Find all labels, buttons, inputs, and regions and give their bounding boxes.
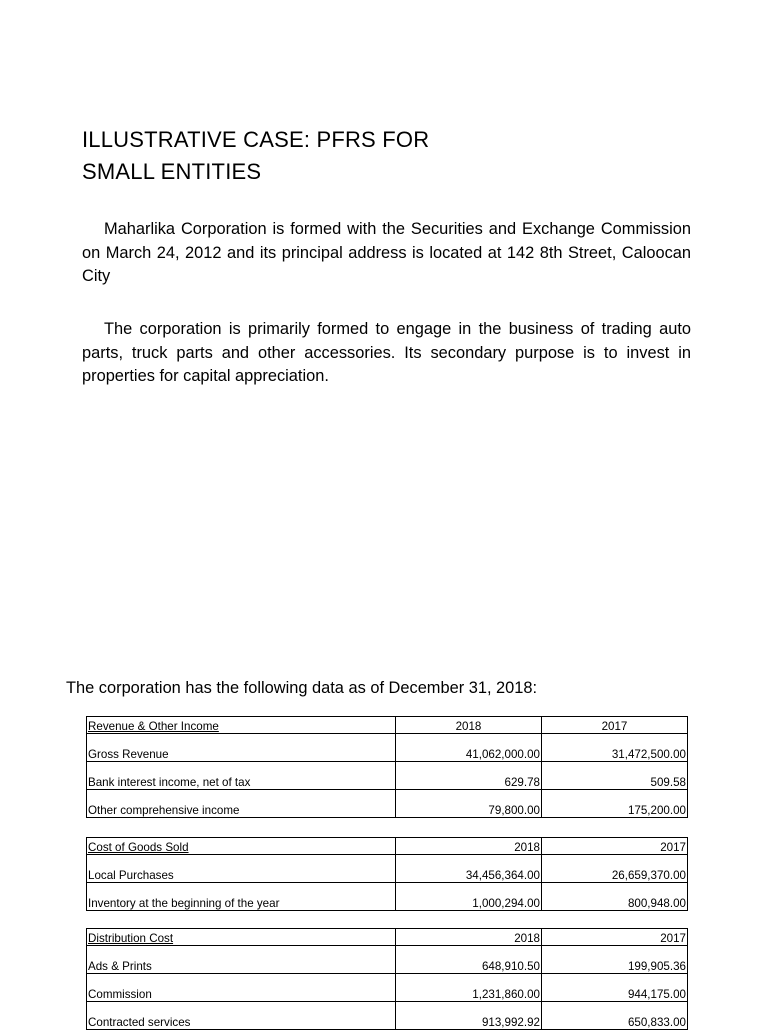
table-row — [87, 790, 688, 818]
value-2017: 26,659,370.00 — [542, 855, 688, 883]
row-label: Bank interest income, net of tax — [87, 762, 396, 790]
year-header: 2017 — [542, 717, 688, 734]
value-2018: 629.78 — [396, 762, 542, 790]
table-header-row — [87, 717, 688, 734]
row-label: Other comprehensive income — [87, 790, 396, 818]
value-2017: 199,905.36 — [542, 946, 688, 974]
value-2018: 913,992.92 — [396, 1002, 542, 1030]
value-2017: 650,833.00 — [542, 1002, 688, 1030]
revenue-table — [86, 716, 688, 818]
row-label: Contracted services — [87, 1002, 396, 1030]
row-label: Local Purchases — [87, 855, 396, 883]
distribution-cost-table — [86, 928, 688, 1030]
row-label: Commission — [87, 974, 396, 1002]
table-row — [87, 762, 688, 790]
value-2017: 175,200.00 — [542, 790, 688, 818]
paragraph-company-formation: Maharlika Corporation is formed with the Securities and Exchange Commission on March 24, 2012 and its principal address is located at 142 8th Street, Caloocan City — [82, 220, 691, 285]
value-2018: 34,456,364.00 — [396, 855, 542, 883]
value-2018: 1,231,860.00 — [396, 974, 542, 1002]
document-title — [82, 124, 429, 188]
title-line-2: SMALL ENTITIES — [82, 159, 262, 184]
paragraph-company-purpose: The corporation is primarily formed to engage in the business of trading auto parts, truck parts and other accessories. Its secondary purpose is to invest in properties for capital appreciation. — [82, 320, 691, 385]
table-row — [87, 734, 688, 762]
year-header: 2017 — [542, 929, 688, 946]
value-2018: 648,910.50 — [396, 946, 542, 974]
row-label: Gross Revenue — [87, 734, 396, 762]
value-2017: 509.58 — [542, 762, 688, 790]
table-header-row — [87, 929, 688, 946]
table-row — [87, 855, 688, 883]
value-2017: 31,472,500.00 — [542, 734, 688, 762]
table-header-row — [87, 838, 688, 855]
section-title: Revenue & Other Income — [87, 717, 396, 734]
value-2018: 41,062,000.00 — [396, 734, 542, 762]
value-2018: 1,000,294.00 — [396, 883, 542, 911]
data-intro-text: The corporation has the following data as of December 31, 2018: — [66, 679, 538, 697]
year-header: 2018 — [396, 717, 542, 734]
value-2018: 79,800.00 — [396, 790, 542, 818]
section-title: Distribution Cost — [87, 929, 396, 946]
title-line-1: ILLUSTRATIVE CASE: PFRS FOR — [82, 127, 430, 152]
value-2017: 944,175.00 — [542, 974, 688, 1002]
section-title: Cost of Goods Sold — [87, 838, 396, 855]
table-row — [87, 946, 688, 974]
cost-of-goods-sold-table — [86, 837, 688, 911]
row-label: Inventory at the beginning of the year — [87, 883, 396, 911]
row-label: Ads & Prints — [87, 946, 396, 974]
table-row — [87, 974, 688, 1002]
table-row — [87, 1002, 688, 1030]
year-header: 2018 — [396, 838, 542, 855]
year-header: 2017 — [542, 838, 688, 855]
table-row — [87, 883, 688, 911]
value-2017: 800,948.00 — [542, 883, 688, 911]
year-header: 2018 — [396, 929, 542, 946]
